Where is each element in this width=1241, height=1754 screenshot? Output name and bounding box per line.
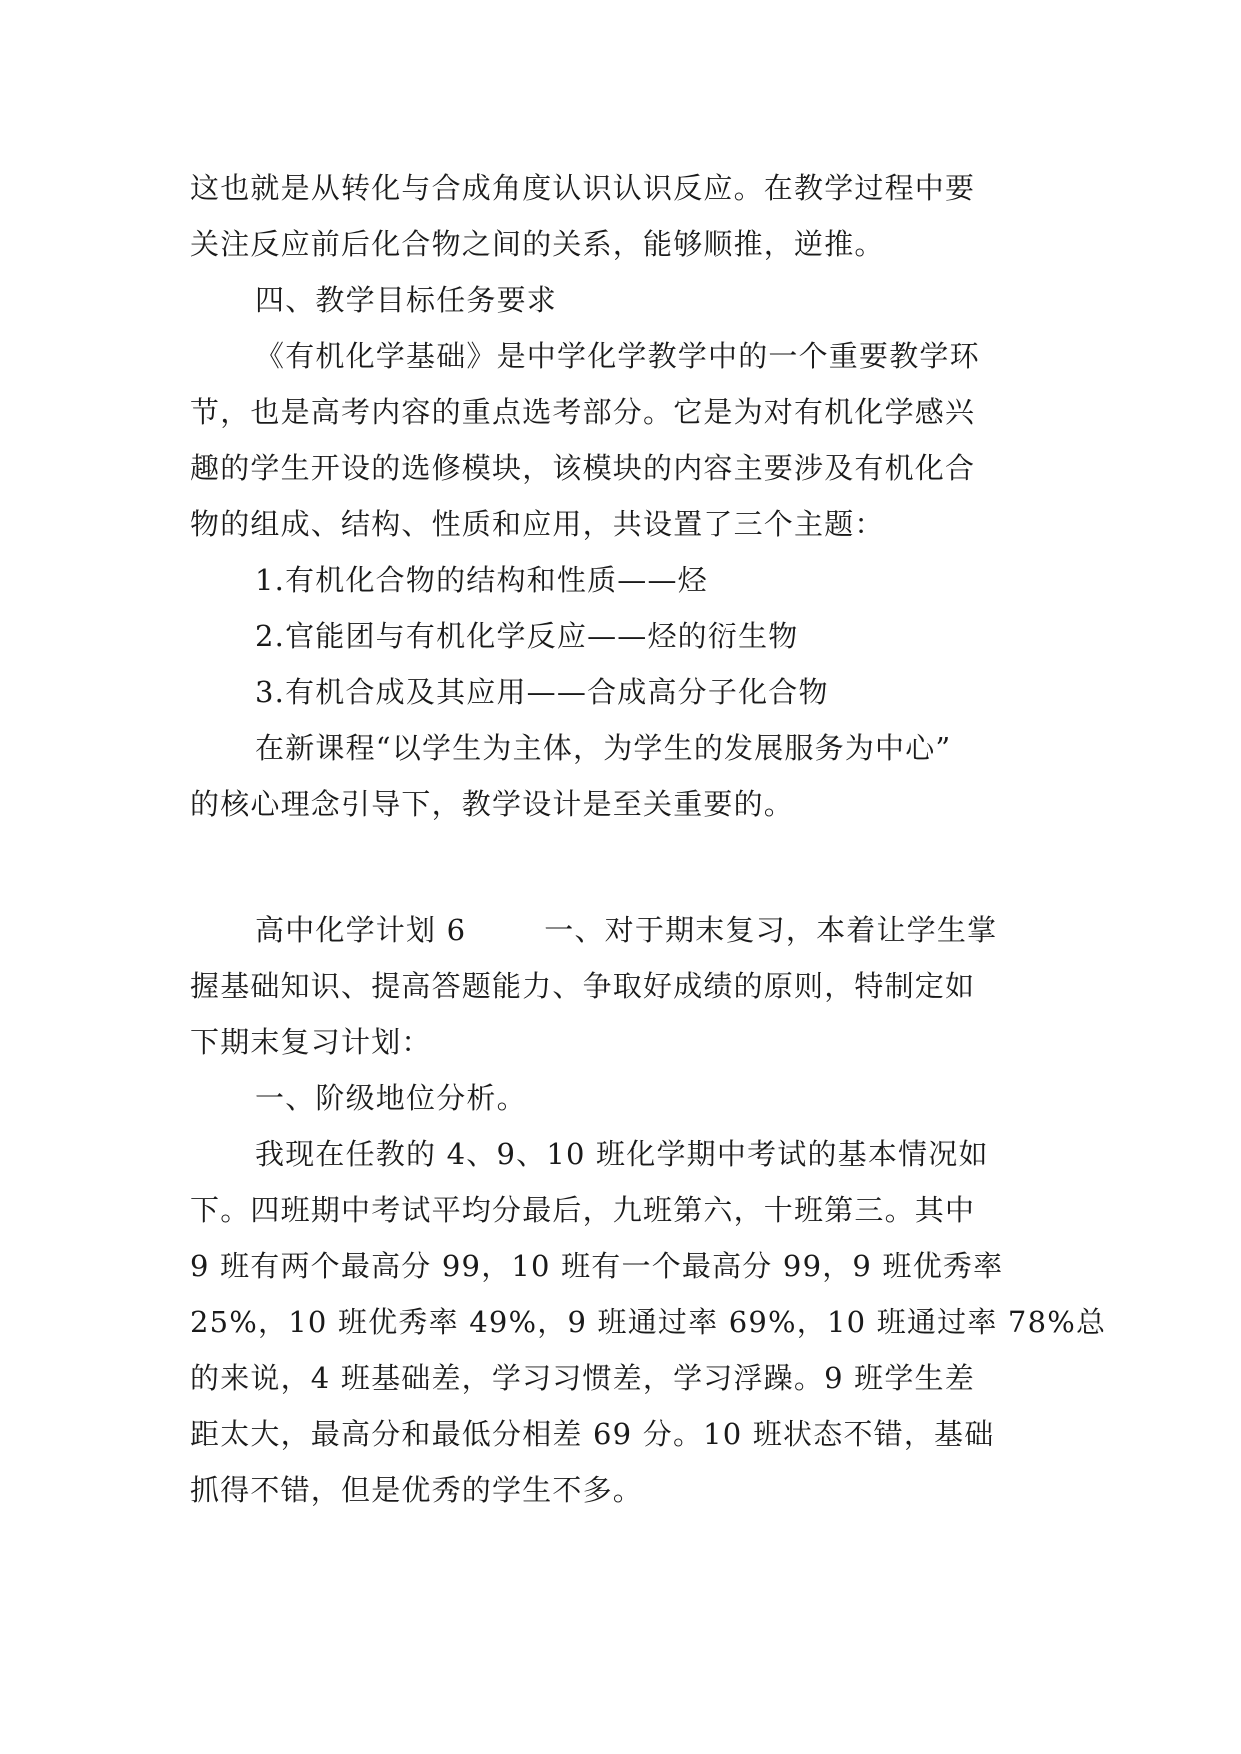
body-text-line: 节，也是高考内容的重点选考部分。它是为对有机化学感兴 <box>190 395 976 429</box>
body-text-line: 的来说，4 班基础差，学习习惯差，学习浮躁。9 班学生差 <box>190 1361 975 1395</box>
body-text-line: 趣的学生开设的选修模块，该模块的内容主要涉及有机化合 <box>190 451 976 485</box>
body-text-line: 抓得不错，但是优秀的学生不多。 <box>190 1473 644 1507</box>
section-heading: 四、教学目标任务要求 <box>255 283 558 317</box>
body-text-line: 下。四班期中考试平均分最后，九班第六，十班第三。其中 <box>190 1193 976 1227</box>
body-text-line: 在新课程“以学生为主体，为学生的发展服务为中心” <box>255 731 952 765</box>
list-item: 2.官能团与有机化学反应——烃的衍生物 <box>255 619 799 653</box>
body-text-line: 《有机化学基础》是中学化学教学中的一个重要教学环 <box>255 339 980 373</box>
body-text-fragment: 一、对于期末复习，本着让学生掌 <box>544 913 998 947</box>
body-text-line: 的核心理念引导下，教学设计是至关重要的。 <box>190 787 795 821</box>
plan-heading-line <box>255 910 1050 950</box>
section-heading: 一、阶级地位分析。 <box>255 1081 527 1115</box>
body-text-line: 这也就是从转化与合成角度认识认识反应。在教学过程中要 <box>190 171 976 205</box>
list-item: 1.有机化合物的结构和性质——烃 <box>255 563 708 597</box>
body-text-line: 距太大，最高分和最低分相差 69 分。10 班状态不错，基础 <box>190 1417 995 1451</box>
body-text-line: 下期末复习计划： <box>190 1025 432 1059</box>
list-item: 3.有机合成及其应用——合成高分子化合物 <box>255 675 829 709</box>
body-text-line: 9 班有两个最高分 99，10 班有一个最高分 99，9 班优秀率 <box>190 1249 1004 1283</box>
plan-title: 高中化学计划 6 <box>255 913 467 947</box>
body-text-line: 我现在任教的 4、9、10 班化学期中考试的基本情况如 <box>255 1137 989 1171</box>
body-text-line: 关注反应前后化合物之间的关系，能够顺推，逆推。 <box>190 227 885 261</box>
body-text-line: 握基础知识、提高答题能力、争取好成绩的原则，特制定如 <box>190 969 976 1003</box>
body-text-line: 物的组成、结构、性质和应用，共设置了三个主题： <box>190 507 885 541</box>
body-text-line: 25%，10 班优秀率 49%，9 班通过率 69%，10 班通过率 78%总 <box>190 1305 1107 1339</box>
